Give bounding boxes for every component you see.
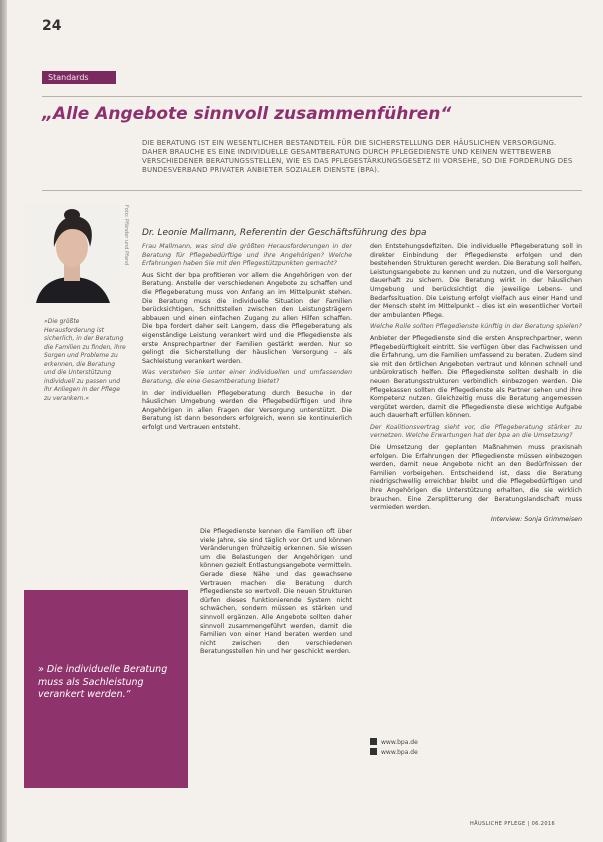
pull-quote: » Die individuelle Beratung muss als Sachleistung verankert werden.“ (38, 664, 168, 700)
divider-top (42, 96, 582, 97)
col2-paragraph: Welche Rolle sollten Pflegedienste künftig in der Beratung spielen? (370, 323, 582, 331)
photo-credit: Foto: Pfänder und Pfand (123, 205, 129, 266)
text-column-1 (142, 243, 352, 523)
portrait-photo (24, 203, 120, 303)
link-text-2: www.bpa.de (381, 749, 418, 756)
divider-middle (42, 190, 582, 191)
portrait-image (24, 203, 120, 303)
col2-paragraph: Anbieter der Pflegedienste sind die ersten Ansprechpartner, wenn Pflegebedürftigkeit eintritt. Sie verfügen über das Fachwissen und die Erfahrung, um die Familien umfassend zu beraten. Zudem sind sie mit den örtlichen Angeboten vertraut und können schnell und unbürokratisch helfen. Die Pflegedienste sollten deshalb in die neuen Beratungsstrukturen verbindlich einbezogen werden. Die Pflegekassen sollten die Pflegedienste als Partner sehen und ihre Kompetenz nutzen. Gleichzeitig muss die Beratung angemessen vergütet werden, damit die Pflegedienste diese wichtige Aufgabe auch dauerhaft erfüllen können. (370, 334, 582, 420)
col1-paragraph: Frau Mallmann, was sind die größten Herausforderungen in der Beratung für Pflegebedürftige und ihre Angehörigen? Welche Erfahrungen haben Sie mit den Pflegestützpunkten gemacht? (142, 243, 352, 268)
col1-paragraph: Aus Sicht der bpa profitieren vor allem die Angehörigen von der Beratung. Anstelle der verschiedenen Angebote zu schaffen und die Pflegeberatung muss von Anfang an im Mittelpunkt stehen. Die Beratung muss die individuelle Situation der Familien berücksichtigen, Schnittstellen zwischen den Leistungsträgern abbauen und einen einfachen Zugang zu allen Hilfen schaffen. Die bpa fordert daher seit Langem, dass die Pflegeberatung als eigenständige Leistung verankert wird und die Pflegedienste als erste Ansprechpartner der Familien gestärkt werden. Nur so gelingt die Sicherstellung der häuslichen Versorgung – als Sachleistung verankert werden. (142, 271, 352, 365)
page-spine-shadow (0, 0, 7, 842)
article-intro: DIE BERATUNG IST EIN WESENTLICHER BESTANDTEIL FÜR DIE SICHERSTELLUNG DER HÄUSLICHEN VERSORGUNG. DAHER BRAUCHE ES EINE INDIVIDUELLE GESAMTBERATUNG DURCH PFLEGEDIENSTE UND KEINEN WETTBEWERB VERSCHIEDENER BERATUNGSSTELLEN, WIE ES DAS PFLEGESTÄRKUNGSGESETZ III VORSEHE, SO DIE FORDERUNG DES BUNDESVERBAND PRIVATER ANBIETER SOZIALER DIENSTE (BPA). (142, 139, 573, 174)
page-footer: HÄUSLICHE PFLEGE | 06.2016 (470, 821, 556, 827)
col2-paragraph: den Entstehungsdefiziten. Die individuelle Pflegeberatung soll in direkter Einbindung der Pflegedienste erfolgen und den bestehenden Strukturen gerecht werden. Die Beratung soll helfen, Leistungsangebote zu kennen und zu nutzen, und die Versorgung dauerhaft zu sichern. Die Beratung wirkt in der häuslichen Umgebung und berücksichtigt die jeweilige Lebens- und Bedarfssituation. Die Leistung erfolgt vielfach aus einer Hand und der Mensch steht im Mittelpunkt – dies ist ein wesentlicher Vorteil der ambulanten Pflege. (370, 243, 582, 319)
col2-paragraph: Der Koalitionsvertrag sieht vor, die Pflegeberatung stärker zu vernetzen. Welche Erwartungen hat der bpa an die Umsetzung? (370, 423, 582, 440)
col1-paragraph: Was verstehen Sie unter einer individuellen und umfassenden Beratung, die eine Gesamtberatung bietet? (142, 369, 352, 385)
links-block (370, 738, 418, 758)
page-number: 24 (42, 18, 62, 34)
article-title: „Alle Angebote sinnvoll zusammenführen“ (42, 104, 452, 124)
text-column-1-continued (200, 528, 352, 796)
col1b-paragraph: Die Pflegedienste kennen die Familien oft über viele Jahre, sie sind täglich vor Ort und können Veränderungen frühzeitig erkennen. Sie wissen um die Belastungen der Angehörigen und können gezielt Entlastungsangebote vermitteln. Gerade diese Nähe und das gewachsene Vertrauen machen die Beratung durch Pflegedienste so wertvoll. Die neuen Strukturen dürfen dieses funktionierende System nicht schwächen, sondern müssen es stärken und sinnvoll ergänzen. Alle Angebote sollten daher sinnvoll zusammengeführt werden, damit die Familien von einer Hand beraten werden und nicht zwischen den verschiedenen Beratungsstellen hin und her geschickt werden. (200, 528, 352, 656)
col2-paragraph: Die Umsetzung der geplanten Maßnahmen muss praxisnah erfolgen. Die Erfahrungen der Pflegedienste müssen einbezogen werden, damit neue Angebote nicht an den Bedürfnissen der Familien vorbeigehen. Entscheidend ist, dass die Beratung niedrigschwellig erreichbar bleibt und die Pflegebedürftigen und ihre Angehörigen die Unterstützung erhalten, die sie wirklich brauchen. Eine Zersplitterung der Beratungslandschaft muss vermieden werden. (370, 444, 582, 512)
col2-paragraph: Interview: Sonja Grimmeisen (490, 515, 582, 523)
section-rubric: Standards (42, 71, 116, 84)
link-text-1: www.bpa.de (381, 739, 418, 746)
photo-caption: »Die größte Herausforderung ist sicherlich, in der Beratung die Familien zu finden, ihre Sorgen und Probleme zu erkennen, die Beratung und die Unterstützung individuell zu passen und ihr Anliegen in der Pflege zu verankern.« (44, 318, 126, 402)
link-row-2[interactable] (370, 748, 418, 758)
col1-paragraph: In der individuellen Pflegeberatung durch Besuche in der häuslichen Umgebung werden die Pflegebedürftigen und ihre Angehörigen in allen Fragen der Versorgung unterstützt. Die Beratung ist dann besonders erfolgreich, wenn sie kontinuierlich erfolgt und Vertrauen entsteht. (142, 389, 352, 431)
text-column-2 (370, 243, 582, 733)
byline: Dr. Leonie Mallmann, Referentin der Geschäftsführung des bpa (142, 228, 427, 238)
link-row-1[interactable] (370, 738, 418, 748)
web-icon (370, 748, 377, 755)
web-icon (370, 738, 377, 745)
